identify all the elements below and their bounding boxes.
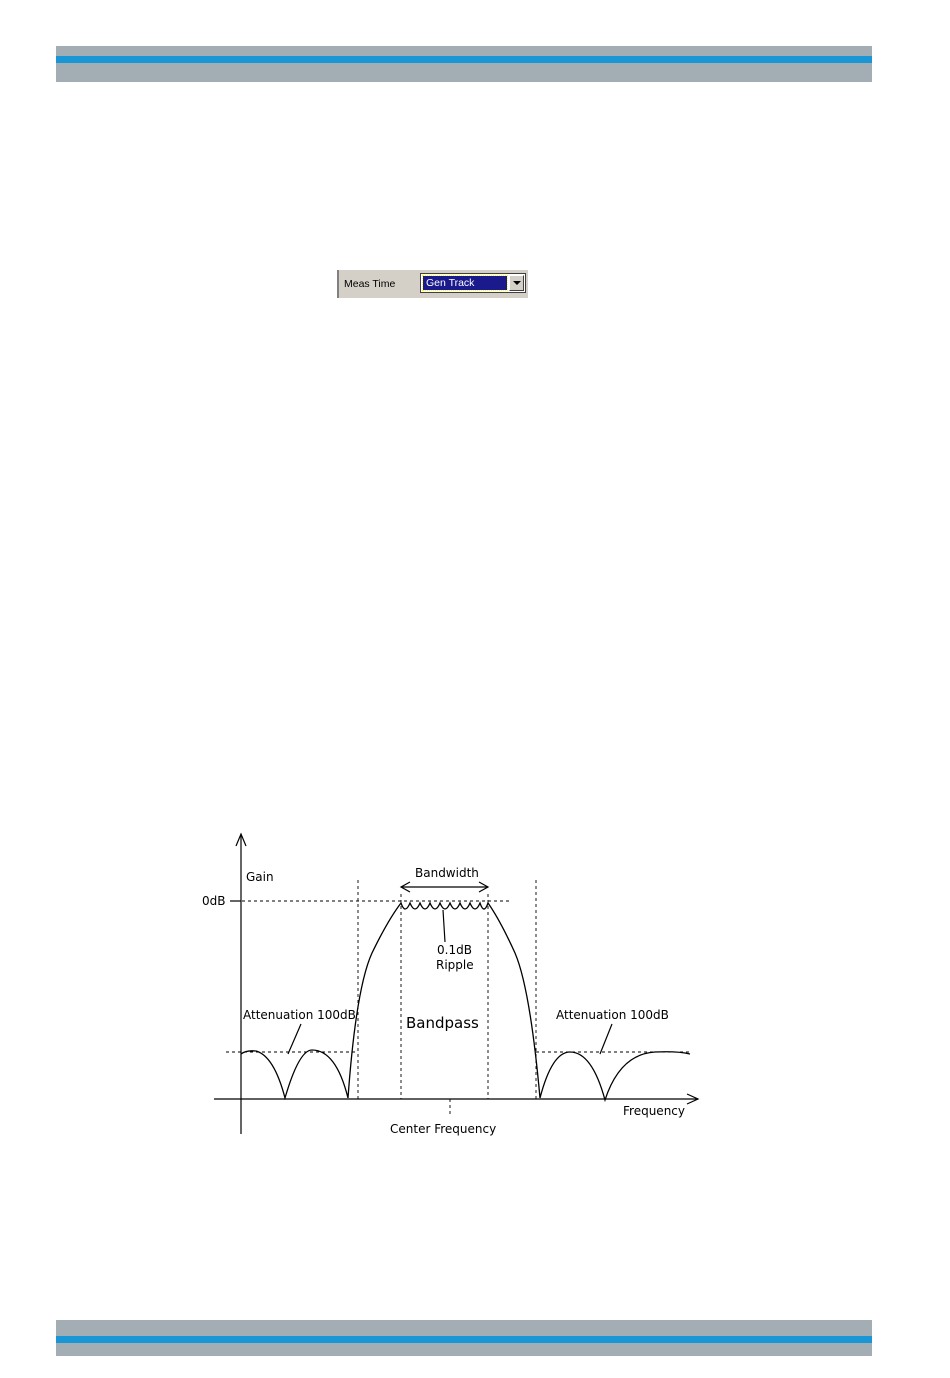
meas-time-label: Meas Time [344, 278, 396, 290]
meas-time-control [337, 270, 528, 298]
center-frequency-label: Center Frequency [390, 1122, 497, 1136]
chevron-down-icon[interactable] [509, 275, 524, 291]
zero-db-label: 0dB [202, 894, 226, 908]
ripple-label-line1: 0.1dB [437, 943, 472, 957]
attenuation-left-pointer [288, 1024, 301, 1054]
frequency-label: Frequency [623, 1104, 685, 1118]
attenuation-right-pointer [600, 1024, 612, 1054]
bandpass-label: Bandpass [406, 1014, 479, 1032]
bandwidth-label: Bandwidth [415, 866, 479, 880]
meas-time-selected-value[interactable]: Gen Track [423, 276, 507, 290]
meas-time-dropdown[interactable] [420, 273, 526, 293]
attenuation-right-label: Attenuation 100dB [556, 1008, 669, 1022]
footer-bar [56, 1320, 872, 1356]
header-bar [56, 46, 872, 82]
gain-label: Gain [246, 870, 274, 884]
ripple-pointer [443, 910, 445, 942]
attenuation-left-label: Attenuation 100dB [243, 1008, 356, 1022]
bandpass-diagram [200, 828, 710, 1140]
bandpass-response-curve [241, 903, 690, 1100]
ripple-label-line2: Ripple [436, 958, 474, 972]
